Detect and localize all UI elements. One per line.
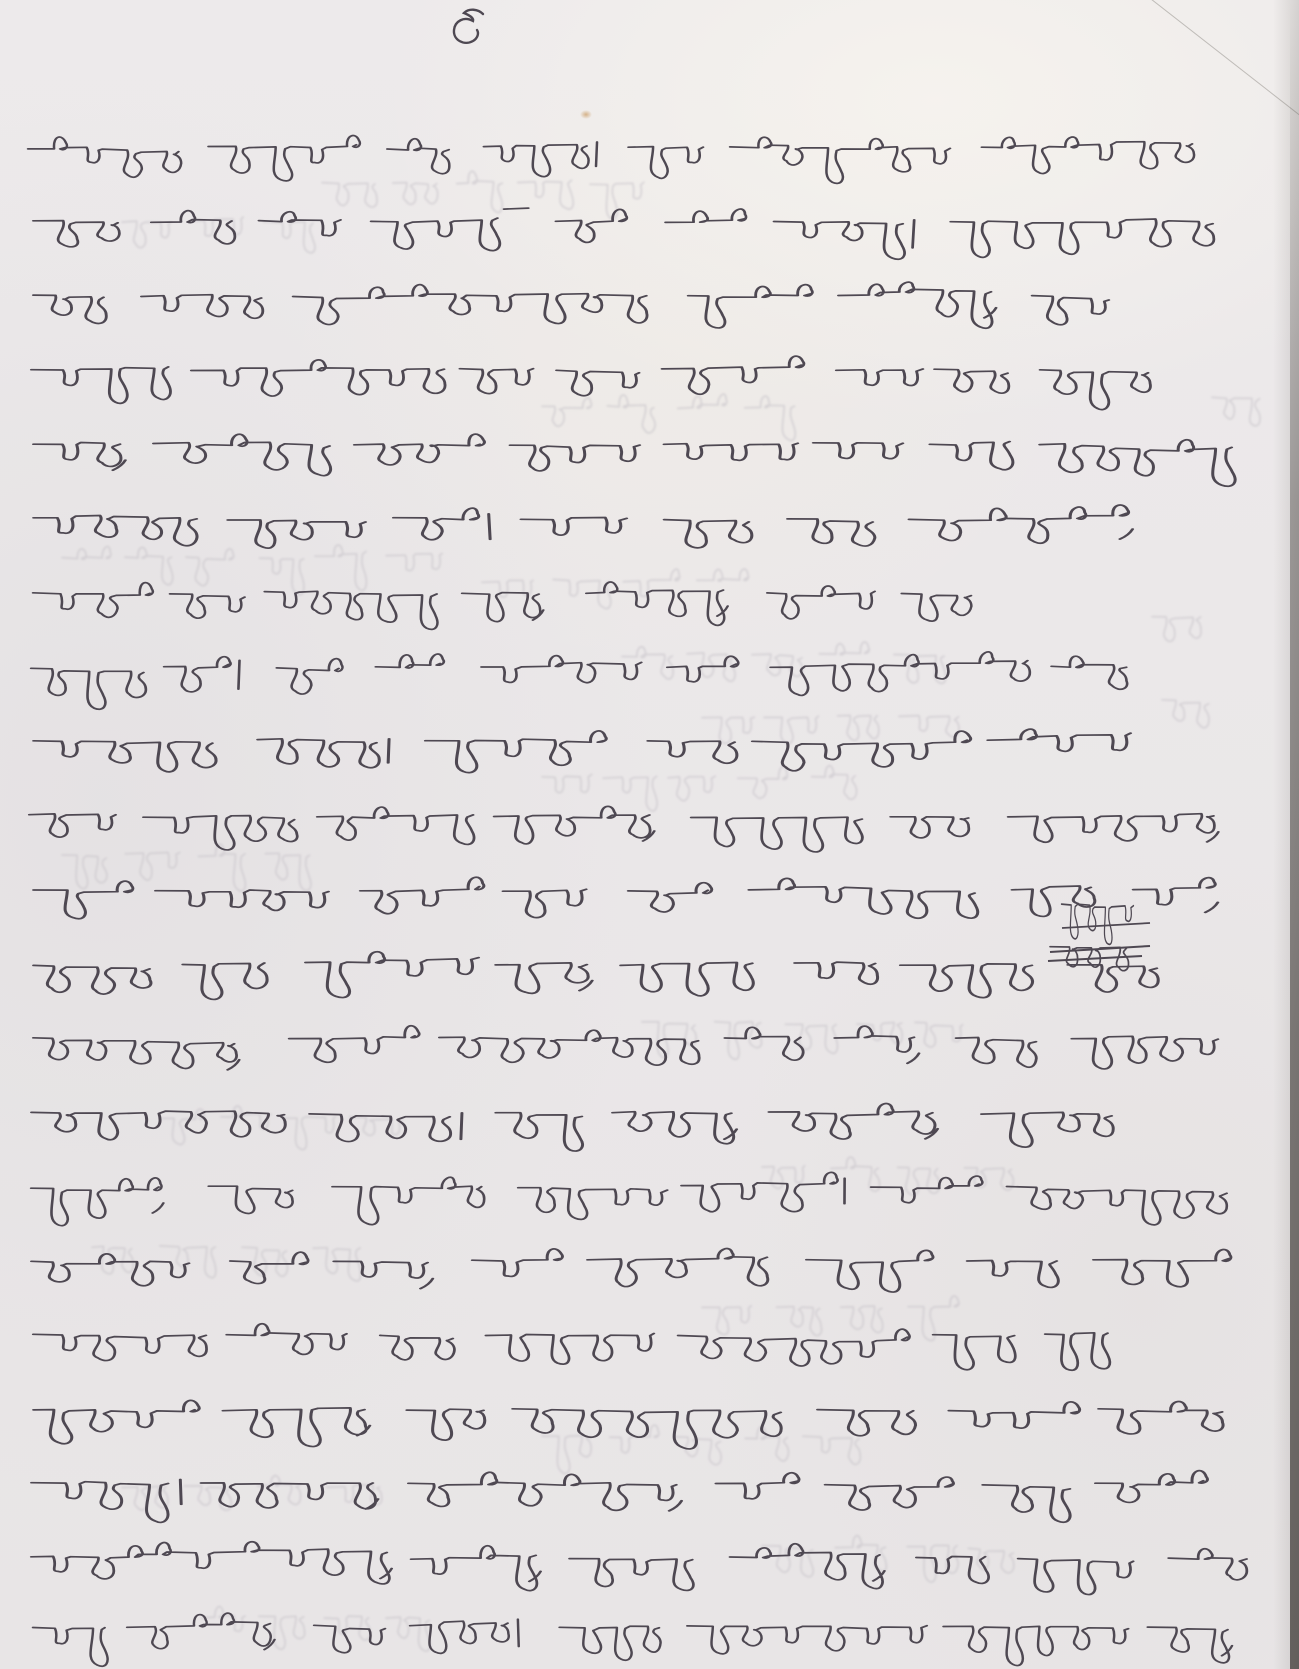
handwritten-line — [28, 1454, 1261, 1538]
handwritten-line — [30, 266, 1158, 350]
handwritten-line — [30, 1380, 1263, 1464]
paper-stain — [580, 110, 592, 119]
handwritten-line — [30, 563, 1003, 647]
handwritten-line — [30, 192, 1243, 276]
handwritten-line — [28, 637, 1166, 721]
handwritten-line — [30, 1008, 1263, 1092]
handwritten-line — [30, 414, 1273, 498]
handwritten-line — [28, 1157, 1261, 1241]
handwritten-line — [30, 934, 1201, 1018]
handwritten-line — [25, 118, 1228, 202]
handwritten-line — [26, 786, 1259, 870]
handwritten-line — [30, 1596, 1273, 1669]
handwritten-line — [30, 1305, 1148, 1389]
handwritten-line — [28, 1231, 1266, 1315]
page-number — [448, 6, 494, 52]
handwritten-line — [30, 489, 1179, 573]
handwritten-line — [30, 711, 1175, 795]
page-edge-shadow — [1290, 0, 1299, 1669]
struck-word-annotation — [1048, 928, 1164, 984]
handwritten-line — [28, 1083, 1166, 1167]
page-number-glyph — [448, 6, 494, 52]
handwritten-line — [28, 340, 1196, 424]
